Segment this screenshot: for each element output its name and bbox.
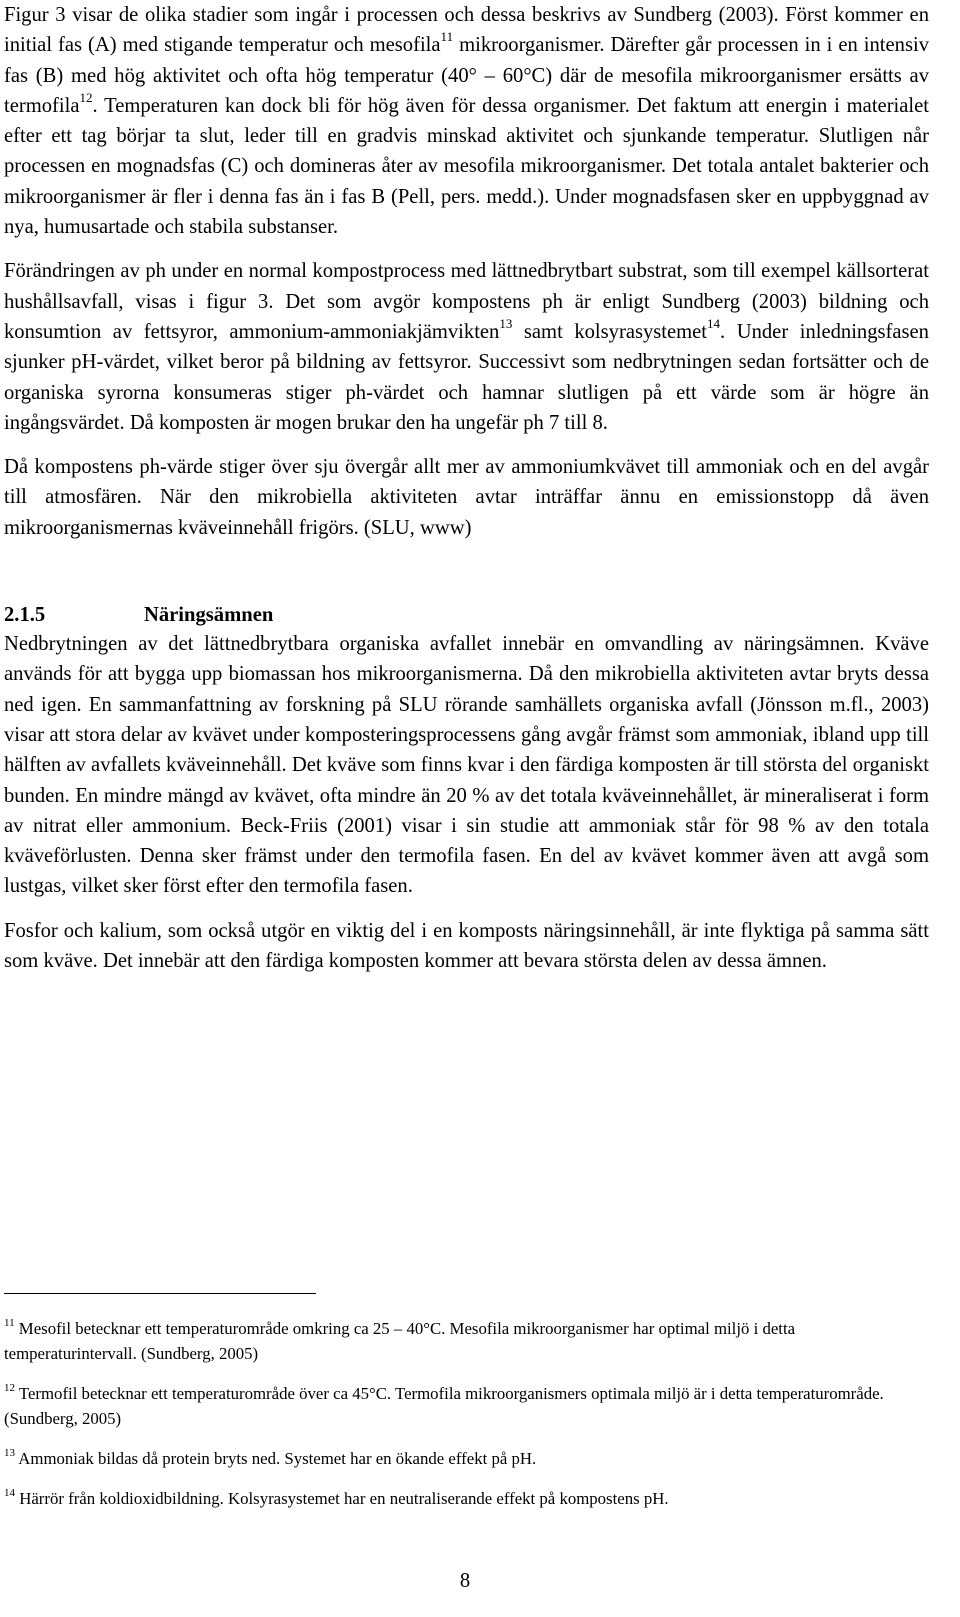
section-number: 2.1.5	[4, 604, 46, 627]
footnote-11	[4, 1316, 929, 1366]
footnote-13	[4, 1446, 929, 1471]
footnote-12	[4, 1381, 929, 1431]
footnote-text: Mesofil betecknar ett temperaturområde omkring ca 25 – 40°C. Mesofila mikroorganismer har optimal miljö i detta temperaturintervall. (Sundberg, 2005)	[4, 1319, 796, 1363]
footnote-ref-13[interactable]: 13	[499, 316, 513, 332]
page-body	[4, 0, 929, 976]
footnote-ref-12[interactable]: 12	[79, 90, 93, 106]
footnote-ref-14[interactable]: 14	[707, 316, 721, 332]
footnote-text: Ammoniak bildas då protein bryts ned. Systemet har en ökande effekt på pH.	[15, 1449, 537, 1468]
section-heading	[4, 601, 929, 629]
paragraph-ph-change	[4, 256, 929, 438]
paragraph-ammonia: Då kompostens ph-värde stiger över sju övergår allt mer av ammoniumkvävet till ammoniak och en del avgår till atmosfären. När den mikrobiella aktiviteten avtar inträffar ännu en emissionstopp då även mikroorganismernas kväveinnehåll frigörs. (SLU, www)	[4, 456, 929, 539]
footnote-number: 11	[4, 1317, 15, 1330]
footnote-text: Termofil betecknar ett temperaturområde över ca 45°C. Termofila mikroorganismers optimala miljö är i detta temperaturområde. (Sundberg, 2005)	[4, 1384, 884, 1428]
footnote-separator	[4, 1293, 316, 1294]
footnotes	[4, 1316, 929, 1526]
page-number: 8	[459, 1570, 471, 1592]
paragraph-nutrients: Nedbrytningen av det lättnedbrytbara organiska avfallet innebär en omvandling av näringsämnen. Kväve används för att bygga upp biomassan hos mikroorganismerna. Då den mikrobiella aktiviteten avtar bryts dessa ned igen. En sammanfattning av forskning på SLU rörande samhällets organiska avfall (Jönsson m.fl., 2003) visar att stora delar av kvävet under komposteringsprocessens gång avgår främst som ammoniak, ibland upp till hälften av avfallets kväveinnehåll. Det kväve som finns kvar i den färdiga komposten är till största del organiskt bunden. En mindre mängd av kvävet, ofta mindre än 20 % av det totala kväveinnehållet, är mineraliserat i form av nitrat eller ammonium. Beck-Friis (2001) visar i sin studie att ammoniak står för 98 % av den totala kväveförlusten. Denna sker främst under den termofila fasen. En del av kvävet kommer även att avgå som lustgas, vilket sker först efter den termofila fasen.	[4, 633, 929, 898]
footnote-text: Härrör från koldioxidbildning. Kolsyrasystemet har en neutraliserande effekt på kompostens pH.	[15, 1489, 669, 1508]
text-run: mikroorganismer. Därefter går processen in i en intensiv fas (B) med hög aktivitet och ofta hög temperatur (40° – 60°C) där de mesofila mikroorganismer ersätts av termofila	[4, 34, 929, 117]
footnote-number: 13	[4, 1447, 15, 1460]
text-run: Figur 3 visar de olika stadier som ingår i processen och dessa beskrivs av Sundberg (2003). Först kommer en initial fas (A) med stigande temperatur och mesofila	[4, 4, 929, 57]
paragraph-compost-stages	[4, 0, 929, 242]
footnote-number: 14	[4, 1487, 15, 1500]
section-title: Näringsämnen	[144, 604, 274, 627]
footnote-14	[4, 1486, 929, 1511]
footnote-ref-11[interactable]: 11	[440, 29, 454, 45]
footnote-number: 12	[4, 1382, 15, 1395]
text-run: . Under inledningsfasen sjunker pH-värdet, vilket beror på bildning av fettsyror. Successivt som nedbrytningen sedan fortsätter och de organiska syrorna konsumeras stiger ph-värdet och hamnar slutligen på ett värde som är högre än ingångsvärdet. Då komposten är mogen brukar den ha ungefär ph 7 till 8.	[4, 320, 929, 434]
paragraph-phosphorus-potassium: Fosfor och kalium, som också utgör en viktig del i en komposts näringsinnehåll, är inte flyktiga på samma sätt som kväve. Det innebär att den färdiga komposten kommer att bevara största delen av dessa ämnen.	[4, 919, 929, 973]
text-run: . Temperaturen kan dock bli för hög även för dessa organismer. Det faktum att energin i materialet efter ett tag börjar ta slut, leder till en gradvis minskad aktivitet och sjunkande temperatur. Slutligen når processen en mognadsfas (C) och domineras åter av mesofila mikroorganismer. Det totala antalet bakterier och mikroorganismer är fler i denna fas än i fas B (Pell, pers. medd.). Under mognadsfasen sker en uppbyggnad av nya, humusartade och stabila substanser.	[4, 94, 929, 239]
text-run: Förändringen av ph under en normal kompostprocess med lättnedbrytbart substrat, som till exempel källsorterat hushållsavfall, visas i figur 3. Det som avgör kompostens ph är enligt Sundberg (2003) bildning och konsumtion av fettsyror, ammonium-ammoniakjämvikten	[4, 260, 929, 343]
text-run: samt kolsyrasystemet	[512, 320, 708, 343]
